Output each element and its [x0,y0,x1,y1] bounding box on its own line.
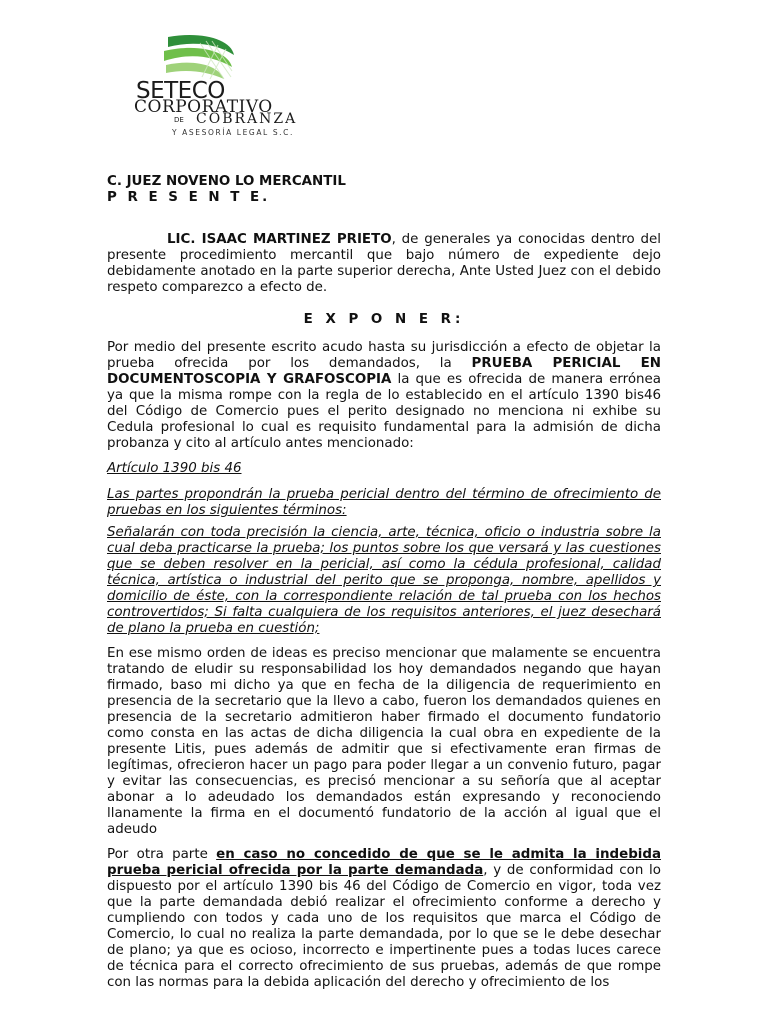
paragraph-1-text-a: Por medio del presente escrito acudo hasta su jurisdicción a efecto de objetar la prueba ofrecida por los demandados, la [107,340,661,371]
paragraph-3-text-b: , y de conformidad con lo dispuesto por el artículo 1390 bis 46 del Código de Comercio en vigor, toda vez que la parte demandada debió realizar el ofrecimiento conforme a derecho y cumpliendo con todos y cada uno de los requisitos que marca el Código de Comercio, lo cual no realiza la parte demandada, por lo que se le debe desechar de plano; ya que es ocioso, incorrecto e impertinente pues a todas luces carece de técnica para el correcto ofrecimiento de sus pruebas, además de que rompe con las normas para la debida aplicación del derecho y ofrecimiento de los [107,863,661,990]
logo-line-3-prefix: DE [174,116,184,124]
article-title [107,461,661,477]
section-title: E X P O N E R: [303,312,465,327]
article-title-text: Artículo 1390 bis 46 [107,461,242,476]
article-paragraph-2 [107,525,661,637]
article-paragraph-1 [107,487,661,519]
intro-paragraph [107,232,661,296]
paragraph-2: En ese mismo orden de ideas es preciso mencionar que malamente se encuentra tratando de eludir su responsabilidad los hoy demandados negando que hayan firmado, baso mi dicho ya que en fecha de la diligencia de requerimiento en presencia de la secretario que la llevo a cabo, fueron los demandados quienes en presencia de la secretario admitieron haber firmado el documento fundatorio como consta en las actas de dicha diligencia la cual obra en expediente de la presente Litis, pues además de admitir que si efectivamente eran firmas de legítimas, ofrecieron hacer un pago para poder llegar a un convenio futuro, pagar y evitar las consecuencias, es precisó mencionar a su señoría que al aceptar abonar a lo adeudado los demandados están expresando y reconociendo llanamente la firma en el documentó fundatorio de la acción al igual que el adeudo [107,646,661,837]
article-paragraph-2-text: Señalarán con toda precisión la ciencia, arte, técnica, oficio o industria sobre la cual deba practicarse la prueba; los puntos sobre los que versará y las cuestiones que se deben resolver en la pericial, así como la cédula profesional, calidad técnica, artística o industrial del perito que se proponga, nombre, apellidos y domicilio de éste, con la correspondiente relación de tal prueba con los hechos controvertidos; Si falta cualquiera de los requisitos anteriores, el juez desechará de plano la prueba en cuestión; [107,525,661,636]
document-body [107,174,661,991]
paragraph-3 [107,847,661,991]
logo-line-3: COBRANZA [196,111,298,127]
company-logo [106,33,334,139]
paragraph-1-text-b: la que es ofrecida de manera errónea ya que la misma rompe con la regla de lo establecido en el artículo 1390 bis46 del Código de Comercio pues el perito designado no menciona ni exhibe su Cedula profesional lo cual es requisito fundamental para la admisión de dicha probanza y cito al artículo antes mencionado: [107,372,661,451]
lawyer-name: LIC. ISAAC MARTINEZ PRIETO [167,232,392,247]
logo-line-1: SETECO [136,78,225,104]
paragraph-3-bold-underlined: en caso no concedido de que se le admita la indebida prueba pericial ofrecida por la parte demandada [107,847,662,878]
article-paragraph-1-text: Las partes propondrán la prueba pericial dentro del término de ofrecimiento de pruebas en los siguientes términos: [107,487,661,518]
paragraph-1-bold: PRUEBA PERICIAL EN DOCUMENTOSCOPIA Y GRAFOSCOPIA [107,356,661,387]
present-line: P R E S E N T E. [107,190,271,205]
logo-line-4: Y ASESORÍA LEGAL S.C. [172,128,294,137]
addressee: C. JUEZ NOVENO LO MERCANTIL [107,174,346,189]
intro-text: , de generales ya conocidas dentro del presente procedimiento mercantil que bajo número de expediente dejo debidamente anotado en la parte superior derecha, Ante Usted Juez con el debido respeto comparezco a efecto de. [107,232,661,295]
logo-line-2: CORPORATIVO [134,97,273,117]
paragraph-1 [107,340,661,452]
paragraph-3-text-a: Por otra parte [107,847,217,862]
